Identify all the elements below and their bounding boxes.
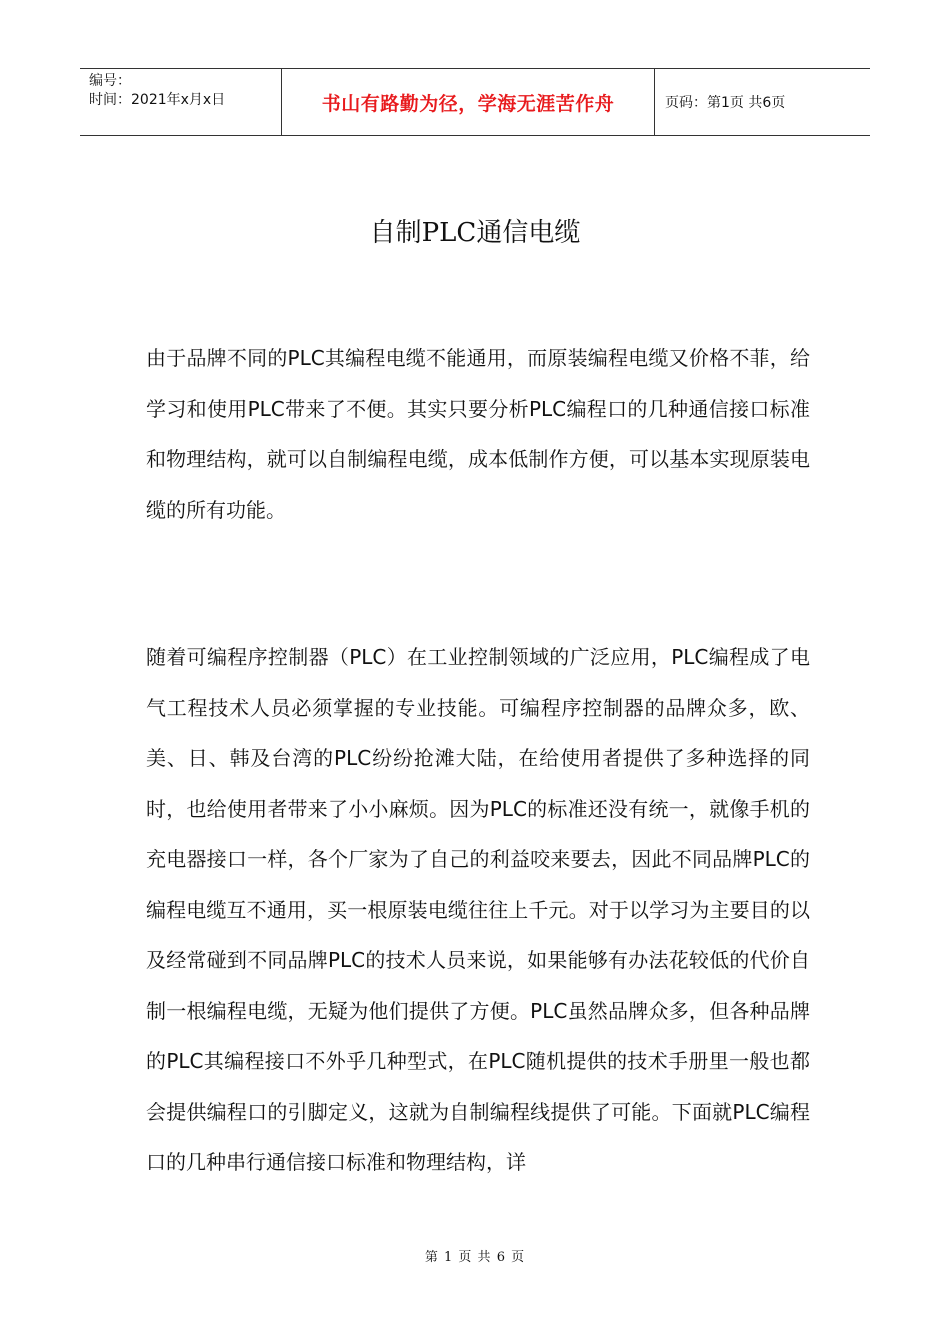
header-page-info: 页码：第1页 共6页 (665, 95, 786, 111)
page-footer: 第 1 页 共 6 页 (424, 1250, 526, 1265)
document-title: 自制PLC通信电缆 (369, 218, 581, 248)
document-header (80, 68, 870, 136)
header-number-label: 编号： (89, 73, 131, 89)
header-date-label: 时间：2021年x月x日 (89, 92, 226, 108)
body-paragraph-1: 由于品牌不同的PLC其编程电缆不能通用，而原装编程电缆又价格不菲，给学习和使用PLC带来了不便。其实只要分析PLC编程口的几种通信接口标准和物理结构，就可以自制编程电缆，成本低制作方便，可以基本实现原装电缆的所有功能。 (146, 346, 810, 522)
header-page-cell (655, 69, 870, 135)
header-motto: 书山有路勤为径，学海无涯苦作舟 (321, 92, 615, 115)
body-paragraph-2: 随着可编程序控制器（PLC）在工业控制领域的广泛应用，PLC编程成了电气工程技术人员必须掌握的专业技能。可编程序控制器的品牌众多，欧、美、日、韩及台湾的PLC纷纷抢滩大陆，在给使用者提供了多种选择的同时，也给使用者带来了小小麻烦。因为PLC的标准还没有统一，就像手机的充电器接口一样，各个厂家为了自己的利益咬来要去，因此不同品牌PLC的编程电缆互不通用，买一根原装电缆往往上千元。对于以学习为主要目的以及经常碰到不同品牌PLC的技术人员来说，如果能够有办法花较低的代价自制一根编程电缆，无疑为他们提供了方便。PLC虽然品牌众多，但各种品牌的PLC其编程接口不外乎几种型式，在PLC随机提供的技术手册里一般也都会提供编程口的引脚定义，这就为自制编程线提供了可能。下面就PLC编程口的几种串行通信接口标准和物理结构，详 (146, 645, 810, 1174)
header-motto-cell (282, 69, 655, 135)
header-meta-cell (80, 69, 282, 135)
